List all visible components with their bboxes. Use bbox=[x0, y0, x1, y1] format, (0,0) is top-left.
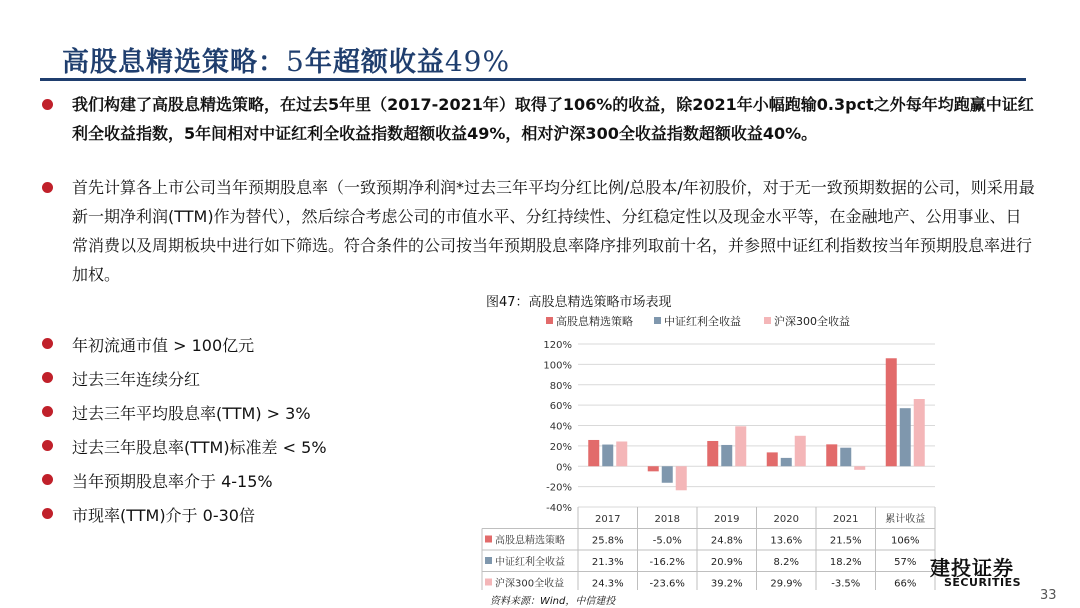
data-label: 106% bbox=[890, 535, 920, 547]
criterion-item: 市现率(TTM)介于 0-30倍 bbox=[72, 506, 255, 525]
y-tick-label: -40% bbox=[546, 503, 572, 514]
data-label: 20.9% bbox=[710, 557, 743, 568]
x-tick-label: 2021 bbox=[833, 514, 859, 525]
company-logo-text: 建投证券 bbox=[930, 556, 1014, 580]
legend-label: 高股息精选策略 bbox=[556, 315, 633, 328]
bar bbox=[767, 452, 778, 466]
x-tick-label: 2017 bbox=[595, 514, 621, 525]
slide-title bbox=[62, 40, 510, 79]
data-label: 24.3% bbox=[591, 578, 624, 590]
table-series-swatch bbox=[485, 536, 492, 543]
figure-title: 图47：高股息精选策略市场表现 bbox=[486, 295, 672, 310]
table-series-name: 高股息精选策略 bbox=[495, 535, 565, 547]
bar bbox=[781, 458, 792, 466]
y-tick-label: 60% bbox=[549, 401, 572, 413]
data-label: 25.8% bbox=[591, 535, 624, 547]
criterion-item: 当年预期股息率介于 4-15% bbox=[72, 472, 273, 491]
y-tick-label: 80% bbox=[549, 380, 572, 392]
title-number: 5 bbox=[286, 45, 305, 78]
legend-label: 沪深300全收益 bbox=[774, 315, 850, 328]
bullet-dot-icon bbox=[42, 474, 53, 485]
bar bbox=[721, 445, 732, 466]
data-label: 24.8% bbox=[710, 535, 743, 547]
x-tick-label: 2019 bbox=[714, 514, 740, 525]
bar bbox=[914, 399, 925, 466]
company-logo-subtext: SECURITIES bbox=[944, 576, 1022, 589]
data-label: -23.6% bbox=[649, 578, 685, 590]
table-series-swatch bbox=[485, 579, 492, 586]
bar bbox=[602, 445, 613, 467]
bar bbox=[616, 441, 627, 466]
bar bbox=[707, 441, 718, 466]
legend-label: 中证红利全收益 bbox=[664, 315, 741, 328]
legend-swatch bbox=[654, 317, 661, 324]
bullet-dot-icon bbox=[42, 440, 53, 451]
bar bbox=[648, 466, 659, 471]
bar bbox=[735, 426, 746, 466]
bar bbox=[588, 440, 599, 466]
y-tick-label: 100% bbox=[543, 360, 572, 372]
bar bbox=[676, 466, 687, 490]
criterion-item: 过去三年平均股息率(TTM) > 3% bbox=[72, 404, 311, 423]
criterion-item: 过去三年股息率(TTM)标准差 < 5% bbox=[72, 438, 327, 457]
chart-area bbox=[480, 308, 950, 590]
data-label: 18.2% bbox=[829, 557, 862, 568]
criterion-item: 年初流通市值 > 100亿元 bbox=[72, 336, 255, 355]
table-series-name: 中证红利全收益 bbox=[495, 557, 565, 568]
page-number: 33 bbox=[1040, 588, 1057, 603]
data-label: 21.3% bbox=[591, 557, 624, 568]
bar bbox=[840, 448, 851, 467]
x-tick-label: 2018 bbox=[654, 514, 680, 525]
x-tick-label: 累计收益 bbox=[885, 514, 926, 525]
bullet-dot-icon bbox=[42, 99, 53, 110]
data-label: 39.2% bbox=[710, 578, 743, 590]
data-label: -3.5% bbox=[831, 578, 861, 590]
x-tick-label: 2020 bbox=[773, 514, 799, 525]
title-percent: 49% bbox=[444, 45, 511, 78]
title-prefix: 高股息精选策略： bbox=[62, 47, 286, 78]
bullet-dot-icon bbox=[42, 508, 53, 519]
y-tick-label: 20% bbox=[549, 441, 572, 453]
data-label: 29.9% bbox=[770, 578, 803, 590]
criterion-item: 过去三年连续分红 bbox=[72, 370, 201, 389]
bullet-dot-icon bbox=[42, 182, 53, 193]
bar bbox=[662, 466, 673, 483]
bullet-dot-icon bbox=[42, 406, 53, 417]
title-middle: 年超额收益 bbox=[304, 47, 445, 78]
bar bbox=[795, 436, 806, 466]
data-label: -16.2% bbox=[649, 557, 685, 568]
bullet-dot-icon bbox=[42, 338, 53, 349]
title-underline bbox=[40, 78, 1026, 81]
table-series-swatch bbox=[485, 557, 492, 564]
summary-paragraph: 我们构建了高股息精选策略，在过去5年里（2017-2021年）取得了106%的收益，除2021年小幅跑输0.3pct之外每年均跑赢中证红利全收益指数，5年间相对中证红利全收益指数超额收益49%，相对沪深300全收益指数超额收益40%。 bbox=[72, 95, 1034, 143]
data-label: 66% bbox=[894, 578, 917, 590]
table-series-name: 沪深300全收益 bbox=[495, 578, 565, 590]
data-label: 21.5% bbox=[829, 535, 862, 547]
y-tick-label: 40% bbox=[549, 421, 572, 433]
bar bbox=[854, 466, 865, 470]
bar bbox=[826, 444, 837, 466]
data-label: -5.0% bbox=[652, 535, 682, 547]
method-paragraph: 首先计算各上市公司当年预期股息率（一致预期净利润*过去三年平均分红比例/总股本/年初股价，对于无一致预期数据的公司，则采用最新一期净利润(TTM)作为替代），然后综合考虑公司的市值水平、分红持续性、分红稳定性以及现金水平等，在金融地产、公用事业、日常消费以及周期板块中进行如下筛选。符合条件的公司按当年预期股息率降序排列取前十名，并参照中证红利指数按当年预期股息率进行加权。 bbox=[72, 178, 1035, 284]
y-tick-label: 0% bbox=[556, 462, 572, 474]
bullet-dot-icon bbox=[42, 372, 53, 383]
y-tick-label: 120% bbox=[543, 340, 572, 351]
y-tick-label: -20% bbox=[546, 482, 572, 494]
bar bbox=[886, 358, 897, 466]
figure-source: 资料来源：Wind，中信建投 bbox=[490, 596, 616, 607]
legend-swatch bbox=[764, 317, 771, 324]
legend-swatch bbox=[546, 317, 553, 324]
data-label: 13.6% bbox=[770, 535, 803, 547]
data-label: 8.2% bbox=[773, 557, 799, 568]
data-label: 57% bbox=[894, 557, 917, 568]
bar bbox=[900, 408, 911, 466]
